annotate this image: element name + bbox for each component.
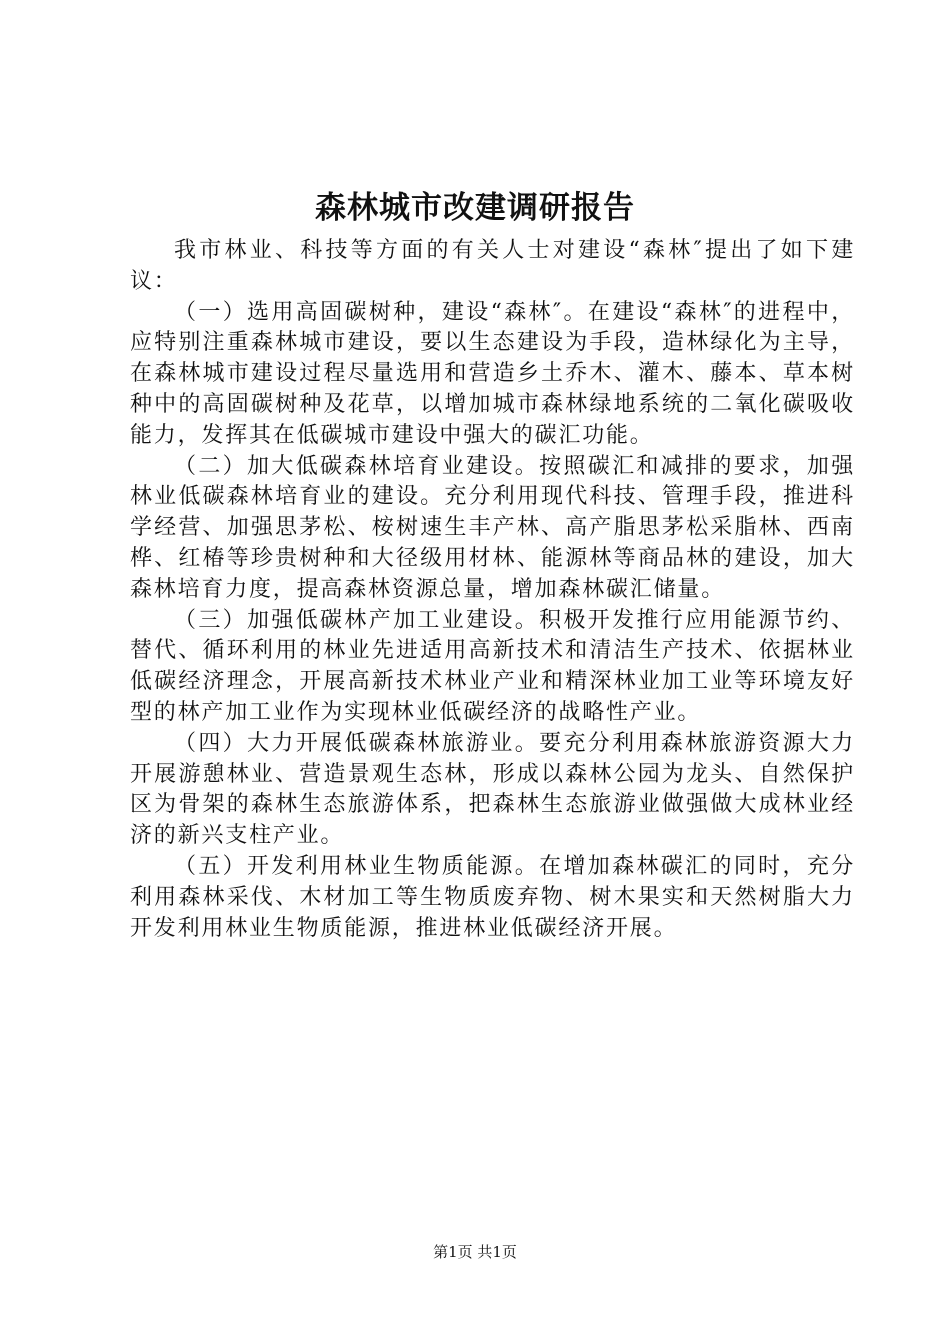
paragraph-item-2: （二）加大低碳森林培育业建设。按照碳汇和减排的要求，加强林业低碳森林培育业的建设。充分利用现代科技、管理手段，推进科学经营、加强思茅松、桉树速生丰产林、高产脂思茅松采脂林、西南桦、红椿等珍贵树种和大径级用材林、能源林等商品林的建设，加大森林培育力度，提高森林资源总量，增加森林碳汇储量。: [130, 453, 855, 602]
paragraph-item-1: （一）选用高固碳树种，建设“森林″。在建设“森林″的进程中，应特别注重森林城市建设，要以生态建设为手段，造林绿化为主导，在森林城市建设过程尽量选用和营造乡土乔木、灌木、藤本、草本树种中的高固碳树种及花草，以增加城市森林绿地系统的二氧化碳吸收能力，发挥其在低碳城市建设中强大的碳汇功能。: [130, 299, 855, 448]
document-body: [130, 236, 855, 944]
document-title: 森林城市改建调研报告: [315, 190, 635, 226]
paragraph-item-4: （四）大力开展低碳森林旅游业。要充分利用森林旅游资源大力开展游憩林业、营造景观生态林，形成以森林公园为龙头、自然保护区为骨架的森林生态旅游体系，把森林生态旅游业做强做大成林业经济的新兴支柱产业。: [130, 730, 855, 849]
paragraph-intro: 我市林业、科技等方面的有关人士对建设“森林″提出了如下建议：: [130, 238, 855, 294]
paragraph-item-3: （三）加强低碳林产加工业建设。积极开发推行应用能源节约、替代、循环利用的林业先进适用高新技术和清洁生产技术、依据林业低碳经济理念，开展高新技术林业产业和精深林业加工业等环境友好型的林产加工业作为实现林业低碳经济的战略性产业。: [130, 607, 855, 725]
page-number-footer: 第1页 共1页: [433, 1243, 517, 1261]
paragraph-item-5: （五）开发利用林业生物质能源。在增加森林碳汇的同时，充分利用森林采伐、木材加工等生物质废弃物、树木果实和天然树脂大力开发利用林业生物质能源，推进林业低碳经济开展。: [130, 853, 855, 941]
